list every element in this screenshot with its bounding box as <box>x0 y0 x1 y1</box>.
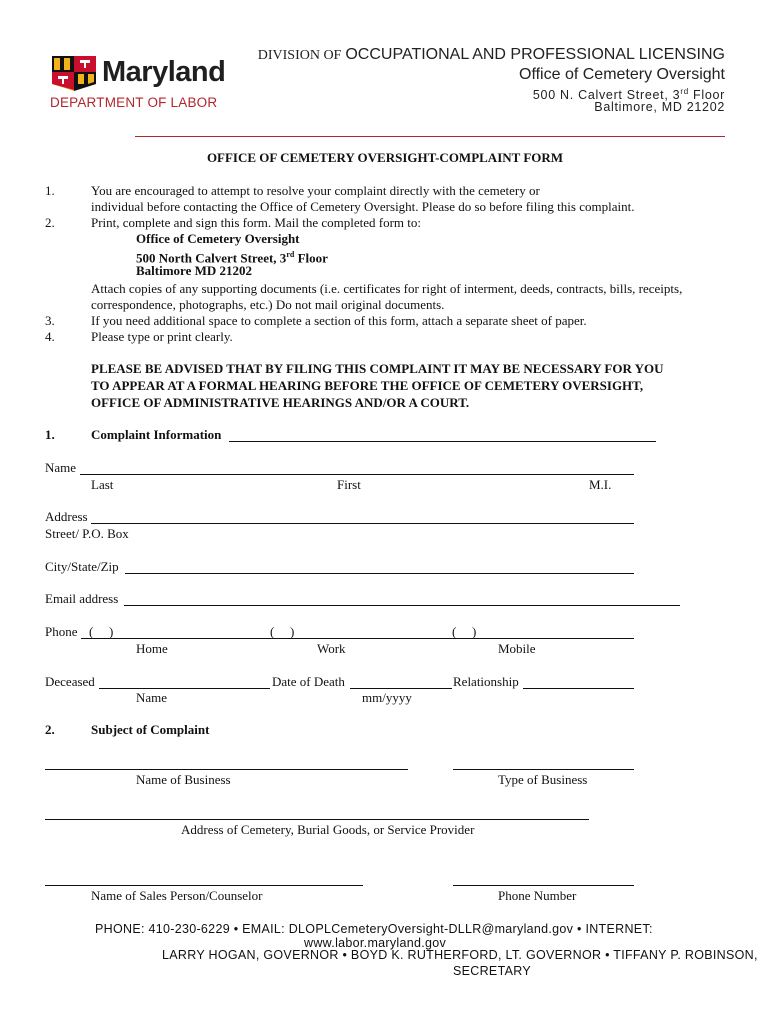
name-mi-label: M.I. <box>589 477 612 492</box>
sales-person-field[interactable] <box>45 885 363 886</box>
section-2-title: Subject of Complaint <box>91 722 210 737</box>
phone-home-label: Home <box>136 641 168 656</box>
phone-label: Phone <box>45 624 78 639</box>
instruction-2-attach-a: Attach copies of any supporting documents (i.e. certificates for right of interment, deeds, contracts, bills, receipts, <box>91 281 683 296</box>
office-street-a: 500 N. Calvert Street, 3 <box>532 88 681 103</box>
phone-work-label: Work <box>317 641 346 656</box>
instruction-number-4: 4. <box>45 329 55 344</box>
mail-address-line-1: Office of Cemetery Oversight <box>136 231 300 246</box>
mail-address-line-2b: Floor <box>294 250 328 266</box>
deceased-label: Deceased <box>45 674 95 689</box>
address-field[interactable] <box>91 523 634 524</box>
warning-line-2: TO APPEAR AT A FORMAL HEARING BEFORE THE OFFICE OF CEMETERY OVERSIGHT, <box>91 378 644 393</box>
instruction-2-text: Print, complete and sign this form. Mail the completed form to: <box>91 215 421 230</box>
section-1-title: Complaint Information <box>91 427 222 442</box>
maryland-logo <box>48 50 263 112</box>
phone-mobile-paren-open: ( <box>452 624 457 639</box>
instruction-number-3: 3. <box>45 313 55 328</box>
deceased-name-field[interactable] <box>99 688 270 689</box>
cemetery-address-field[interactable] <box>45 819 589 820</box>
address-label: Address <box>45 509 88 524</box>
instruction-1-line-b: individual before contacting the Office of Cemetery Oversight. Please do so before filing this complaint. <box>91 199 635 214</box>
name-label: Name <box>45 460 77 475</box>
division-title <box>258 46 725 64</box>
form-title: OFFICE OF CEMETERY OVERSIGHT-COMPLAINT FORM <box>206 150 564 165</box>
business-type-field[interactable] <box>453 769 634 770</box>
instruction-2-attach-b: correspondence, photographs, etc.) Do not mail original documents. <box>91 297 445 312</box>
footer-website[interactable]: www.labor.maryland.gov <box>304 936 447 950</box>
office-title: Office of Cemetery Oversight <box>519 66 725 83</box>
phone-home-paren-open: ( <box>89 624 94 639</box>
business-type-label: Type of Business <box>498 772 588 787</box>
division-name: OCCUPATIONAL AND PROFESSIONAL LICENSING <box>345 46 725 63</box>
instruction-3-text: If you need additional space to complete a section of this form, attach a separate sheet of paper. <box>91 313 587 328</box>
phone-field[interactable] <box>81 638 634 639</box>
phone-number-label: Phone Number <box>498 888 577 903</box>
mail-address-line-2a: 500 North Calvert Street, 3 <box>136 250 287 266</box>
instruction-number-1: 1. <box>45 183 55 198</box>
relationship-field[interactable] <box>523 688 634 689</box>
footer-secretary: SECRETARY <box>453 964 531 978</box>
header-rule <box>135 136 725 137</box>
logo-wordmark: Maryland <box>102 56 226 88</box>
phone-number-field[interactable] <box>453 885 634 886</box>
relationship-label: Relationship <box>453 674 519 689</box>
phone-work-paren-close: ) <box>290 624 295 639</box>
business-name-label: Name of Business <box>136 772 231 787</box>
street-po-label: Street/ P.O. Box <box>45 526 129 541</box>
instruction-number-2: 2. <box>45 215 55 230</box>
maryland-flag-icon <box>48 54 100 92</box>
warning-line-1: PLEASE BE ADVISED THAT BY FILING THIS COMPLAINT IT MAY BE NECESSARY FOR YOU <box>91 361 664 376</box>
section-1-title-underline <box>229 441 656 442</box>
city-state-zip-field[interactable] <box>125 573 634 574</box>
phone-home-paren-close: ) <box>109 624 114 639</box>
division-prefix: DIVISION OF <box>257 48 342 63</box>
name-field[interactable] <box>80 474 634 475</box>
mail-address-line-3: Baltimore MD 21202 <box>136 263 253 278</box>
sales-person-label: Name of Sales Person/Counselor <box>91 888 263 903</box>
date-of-death-label: Date of Death <box>272 674 345 689</box>
instruction-4-text: Please type or print clearly. <box>91 329 233 344</box>
deceased-name-sublabel: Name <box>136 690 168 705</box>
office-street-b: Floor <box>688 88 725 103</box>
business-name-field[interactable] <box>45 769 408 770</box>
section-1-number: 1. <box>45 427 55 442</box>
section-2-number: 2. <box>45 722 55 737</box>
name-last-label: Last <box>91 477 114 492</box>
office-city: Baltimore, MD 21202 <box>594 100 725 114</box>
warning-line-3: OFFICE OF ADMINISTRATIVE HEARINGS AND/OR A COURT. <box>91 395 470 410</box>
footer-contact-line: PHONE: 410-230-6229 • EMAIL: DLOPLCemeteryOversight-DLLR@maryland.gov • INTERNET: <box>95 922 653 936</box>
mail-address-line-2-sup: rd <box>286 250 295 259</box>
logo-subtext: DEPARTMENT OF LABOR <box>50 95 218 110</box>
phone-mobile-paren-close: ) <box>472 624 477 639</box>
footer-officials-line: LARRY HOGAN, GOVERNOR • BOYD K. RUTHERFORD, LT. GOVERNOR • TIFFANY P. ROBINSON, <box>162 948 758 962</box>
date-of-death-field[interactable] <box>350 688 452 689</box>
phone-mobile-label: Mobile <box>498 641 536 656</box>
date-format-sublabel: mm/yyyy <box>362 690 412 705</box>
email-label: Email address <box>45 591 119 606</box>
cemetery-address-label: Address of Cemetery, Burial Goods, or Service Provider <box>181 822 475 837</box>
phone-work-paren-open: ( <box>270 624 275 639</box>
email-field[interactable] <box>124 605 680 606</box>
instruction-1-line-a: You are encouraged to attempt to resolve your complaint directly with the cemetery or <box>91 183 540 198</box>
city-state-zip-label: City/State/Zip <box>45 559 119 574</box>
name-first-label: First <box>337 477 361 492</box>
office-street-sup: rd <box>680 87 689 96</box>
